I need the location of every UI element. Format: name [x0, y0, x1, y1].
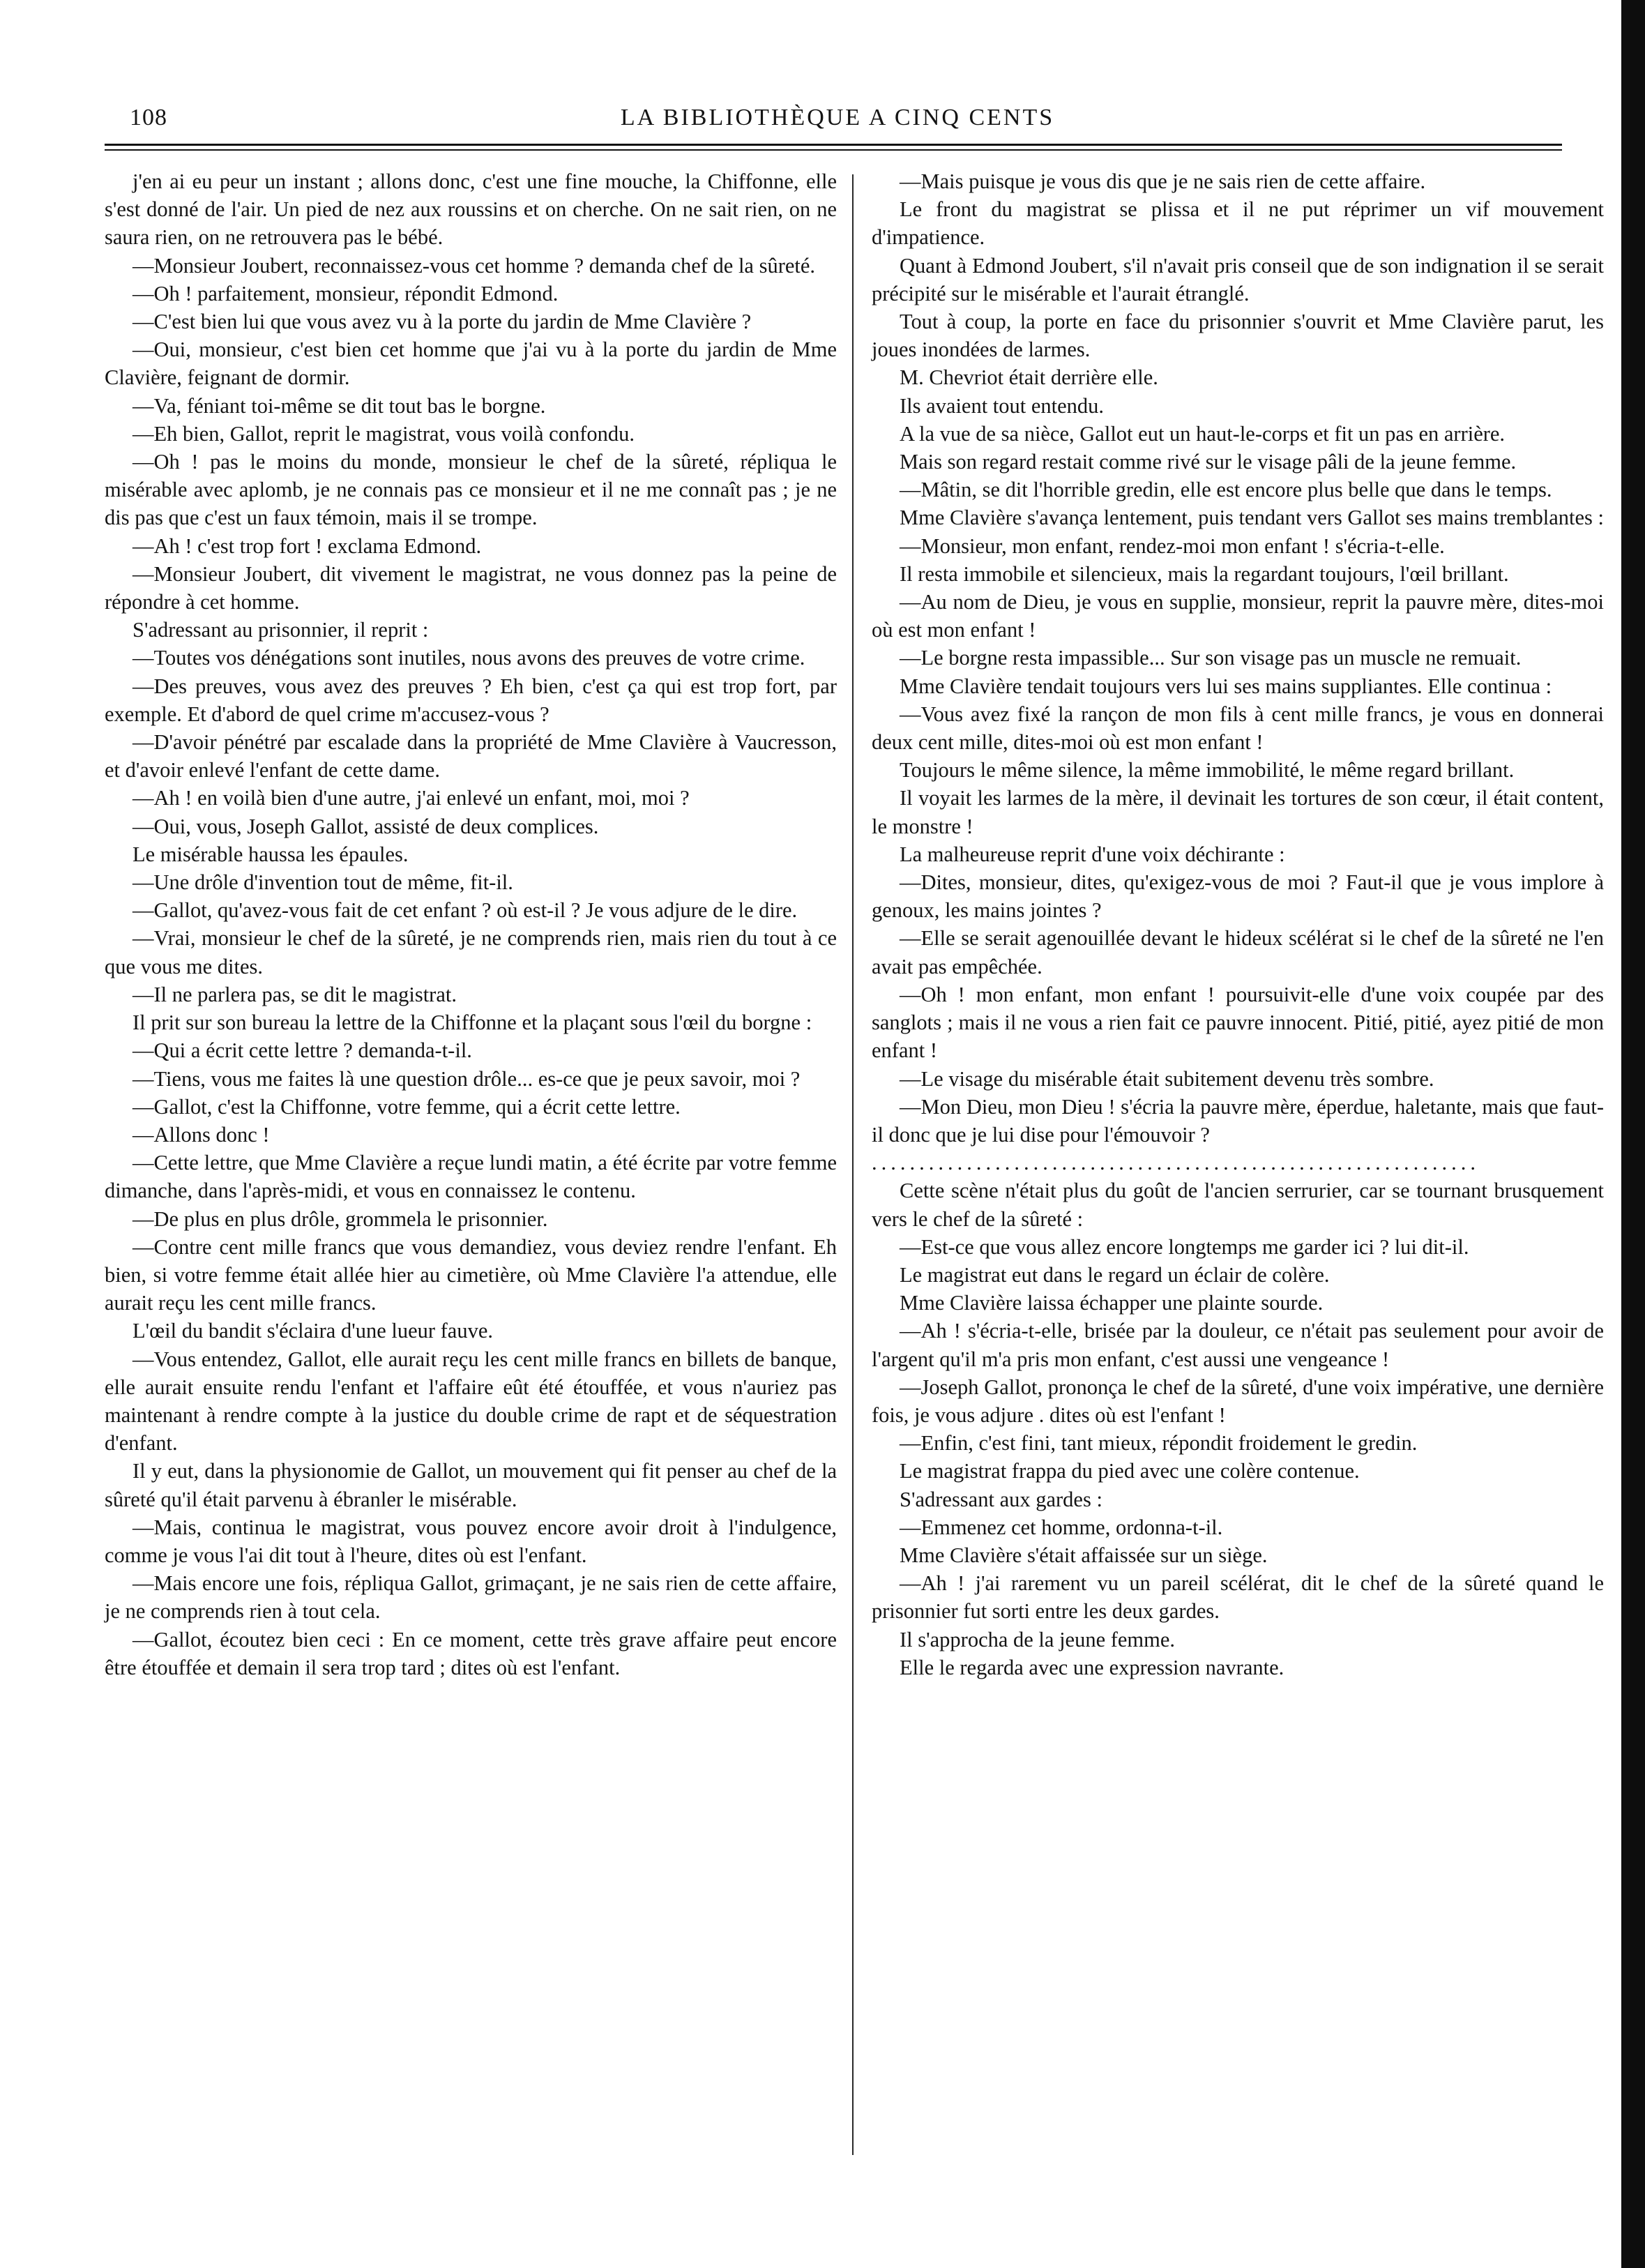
paragraph: —Mais, continua le magistrat, vous pouvez encore avoir droit à l'indulgence, comme je vous l'ai dit tout à l'heure, dites où est l'enfant. [105, 1515, 837, 1567]
paragraph: —Enfin, c'est fini, tant mieux, répondit froidement le gredin. [900, 1431, 1418, 1456]
paragraph: Il prit sur son bureau la lettre de la Chiffonne et la plaçant sous l'œil du borgne : [132, 1011, 812, 1035]
paragraph: Le magistrat frappa du pied avec une colère contenue. [900, 1459, 1360, 1483]
paragraph: —Joseph Gallot, prononça le chef de la sûreté, d'une voix impérative, une dernière fois, je vous adjure . dites où est l'enfant ! [872, 1375, 1604, 1427]
left-column [105, 167, 837, 1681]
paragraph: —Allons donc ! [132, 1122, 270, 1147]
paragraph: Mme Clavière tendait toujours vers lui ses mains suppliantes. Elle continua : [900, 674, 1552, 698]
paragraph: —Mais encore une fois, répliqua Gallot, grimaçant, je ne sais rien de cette affaire, je ne comprends rien à tout cela. [105, 1571, 837, 1624]
paragraph: Mme Clavière laissa échapper une plainte sourde. [900, 1291, 1324, 1315]
paragraph: —Dites, monsieur, dites, qu'exigez-vous de moi ? Faut-il que je vous implore à genoux, les mains jointes ? [872, 870, 1604, 923]
paragraph: —Mais puisque je vous dis que je ne sais rien de cette affaire. [900, 169, 1426, 193]
paragraph: Ils avaient tout entendu. [900, 393, 1105, 418]
paragraph: Mme Clavière s'était affaissée sur un siège. [900, 1543, 1268, 1567]
paragraph: Le misérable haussa les épaules. [132, 842, 409, 866]
paragraph: Le front du magistrat se plissa et il ne put réprimer un vif mouvement d'impatience. [872, 197, 1604, 250]
paragraph: —Eh bien, Gallot, reprit le magistrat, vous voilà confondu. [132, 421, 635, 446]
paragraph: —Qui a écrit cette lettre ? demanda-t-il. [132, 1038, 472, 1063]
paragraph: Il voyait les larmes de la mère, il devinait les tortures de son cœur, il était content, le monstre ! [872, 786, 1604, 838]
paragraph: —Monsieur, mon enfant, rendez-moi mon enfant ! s'écria-t-elle. [900, 534, 1445, 558]
scan-dark-edge [1621, 0, 1645, 2268]
page-header [130, 105, 1545, 144]
header-rule-top [105, 144, 1562, 146]
paragraph: —Des preuves, vous avez des preuves ? Eh bien, c'est ça qui est trop fort, par exemple. Et d'abord de quel crime m'accusez-vous ? [105, 674, 837, 726]
paragraph: L'œil du bandit s'éclaira d'une lueur fauve. [132, 1319, 494, 1343]
paragraph: Elle le regarda avec une expression navrante. [900, 1655, 1284, 1679]
paragraph: —Toutes vos dénégations sont inutiles, nous avons des preuves de votre crime. [132, 646, 805, 670]
paragraph: —Gallot, c'est la Chiffonne, votre femme, qui a écrit cette lettre. [132, 1094, 681, 1119]
paragraph: —Ah ! s'écria-t-elle, brisée par la douleur, ce n'était pas seulement pour avoir de l'argent qu'il m'a pris mon enfant, c'est aussi une vengeance ! [872, 1319, 1604, 1371]
paragraph: —Ah ! en voilà bien d'une autre, j'ai enlevé un enfant, moi, moi ? [132, 786, 690, 810]
paragraph: —Vous avez fixé la rançon de mon fils à cent mille francs, je vous en donnerai deux cent mille, dites-moi où est mon enfant ! [872, 702, 1604, 755]
paragraph: Le magistrat eut dans le regard un éclair de colère. [900, 1262, 1330, 1287]
paragraph: Il y eut, dans la physionomie de Gallot, un mouvement qui fit penser au chef de la sûreté qu'il était parvenu à ébranler le misérable. [105, 1459, 837, 1511]
header-rule-bottom [105, 149, 1562, 151]
paragraph: S'adressant aux gardes : [900, 1487, 1102, 1511]
paragraph: —Vous entendez, Gallot, elle aurait reçu les cent mille francs en billets de banque, elle aurait ensuite rendu l'enfant et l'affaire eût été étouffée, et vous n'auriez pas maintenant à rendre compte à la justice du double crime de rapt et de séquestration d'enfant. [105, 1347, 837, 1456]
paragraph: —Vrai, monsieur le chef de la sûreté, je ne comprends rien, mais rien du tout à ce que vous me dites. [105, 926, 837, 978]
paragraph: ................................................................ [872, 1151, 1480, 1175]
paragraph: —De plus en plus drôle, grommela le prisonnier. [132, 1207, 548, 1231]
running-title: LA BIBLIOTHÈQUE A CINQ CENTS [620, 105, 1055, 130]
paragraph: —Oh ! mon enfant, mon enfant ! poursuivit-elle d'une voix coupée par des sanglots ; mais il ne vous a rien fait ce pauvre innocent. Pitié, pitié, ayez pitié de mon enfant ! [872, 982, 1604, 1063]
paragraph: —Monsieur Joubert, reconnaissez-vous cet homme ? demanda chef de la sûreté. [132, 253, 816, 278]
page-number: 108 [130, 105, 167, 130]
column-divider [852, 174, 854, 2155]
paragraph: Tout à coup, la porte en face du prisonnier s'ouvrit et Mme Clavière parut, les joues inondées de larmes. [872, 310, 1604, 362]
paragraph: —C'est bien lui que vous avez vu à la porte du jardin de Mme Clavière ? [132, 310, 752, 334]
paragraph: —Il ne parlera pas, se dit le magistrat. [132, 982, 457, 1006]
paragraph: —Oui, monsieur, c'est bien cet homme que j'ai vu à la porte du jardin de Mme Clavière, feignant de dormir. [105, 338, 837, 390]
paragraph: —Tiens, vous me faites là une question drôle... es-ce que je peux savoir, moi ? [132, 1066, 801, 1091]
paragraph: —Monsieur Joubert, dit vivement le magistrat, ne vous donnez pas la peine de répondre à cet homme. [105, 561, 837, 614]
paragraph: —Ah ! j'ai rarement vu un pareil scélérat, dit le chef de la sûreté quand le prisonnier fut sorti entre les deux gardes. [872, 1571, 1604, 1624]
paragraph: —D'avoir pénétré par escalade dans la propriété de Mme Clavière à Vaucresson, et d'avoir enlevé l'enfant de cette dame. [105, 730, 837, 783]
paragraph: S'adressant au prisonnier, il reprit : [132, 618, 429, 642]
paragraph: —Gallot, qu'avez-vous fait de cet enfant ? où est-il ? Je vous adjure de le dire. [132, 898, 798, 923]
paragraph: Cette scène n'était plus du goût de l'ancien serrurier, car se tournant brusquement vers le chef de la sûreté : [872, 1179, 1604, 1231]
paragraph: Toujours le même silence, la même immobilité, le même regard brillant. [900, 758, 1515, 783]
paragraph: Il s'approcha de la jeune femme. [900, 1627, 1176, 1651]
paragraph: —Elle se serait agenouillée devant le hideux scélérat si le chef de la sûreté ne l'en avait pas empêchée. [872, 926, 1604, 978]
paragraph: —Oui, vous, Joseph Gallot, assisté de deux complices. [132, 814, 599, 838]
paragraph: —Mâtin, se dit l'horrible gredin, elle est encore plus belle que dans le temps. [900, 478, 1552, 502]
paragraph: —Au nom de Dieu, je vous en supplie, monsieur, reprit la pauvre mère, dites-moi où est mon enfant ! [872, 590, 1604, 642]
right-column [872, 167, 1604, 1681]
paragraph: —Le borgne resta impassible... Sur son visage pas un muscle ne remuait. [900, 646, 1522, 670]
paragraph: —Ah ! c'est trop fort ! exclama Edmond. [132, 534, 482, 558]
paragraph: —Une drôle d'invention tout de même, fit-il. [132, 870, 513, 895]
paragraph: —Oh ! parfaitement, monsieur, répondit Edmond. [132, 281, 559, 305]
paragraph: —Va, féniant toi-même se dit tout bas le borgne. [132, 393, 546, 418]
paragraph: —Mon Dieu, mon Dieu ! s'écria la pauvre mère, éperdue, haletante, mais que faut-il donc que je lui dise pour l'émouvoir ? [872, 1094, 1604, 1147]
paragraph: —Contre cent mille francs que vous demandiez, vous deviez rendre l'enfant. Eh bien, si votre femme était allée hier au cimetière, où Mme Clavière l'a attendue, elle aurait reçu les cent mille francs. [105, 1234, 837, 1315]
paragraph: Mme Clavière s'avança lentement, puis tendant vers Gallot ses mains tremblantes : [900, 506, 1605, 530]
paragraph: —Est-ce que vous allez encore longtemps me garder ici ? lui dit-il. [900, 1234, 1469, 1259]
paragraph: Mais son regard restait comme rivé sur le visage pâli de la jeune femme. [900, 450, 1517, 474]
paragraph: —Oh ! pas le moins du monde, monsieur le chef de la sûreté, répliqua le misérable avec aplomb, je ne connais pas ce monsieur et il ne me connaît pas ; je ne dis pas que c'est un faux témoin, mais il se trompe. [105, 450, 837, 530]
paragraph: —Emmenez cet homme, ordonna-t-il. [900, 1515, 1223, 1539]
paragraph: M. Chevriot était derrière elle. [900, 365, 1158, 390]
paragraph: —Gallot, écoutez bien ceci : En ce moment, cette très grave affaire peut encore être étouffée et demain il sera trop tard ; dites où est l'enfant. [105, 1627, 837, 1679]
paragraph: A la vue de sa nièce, Gallot eut un haut-le-corps et fit un pas en arrière. [900, 421, 1506, 446]
paragraph: La malheureuse reprit d'une voix déchirante : [900, 842, 1285, 866]
paragraph: —Cette lettre, que Mme Clavière a reçue lundi matin, a été écrite par votre femme dimanche, dans l'après-midi, et vous en connaissez le contenu. [105, 1151, 837, 1203]
paragraph: Quant à Edmond Joubert, s'il n'avait pris conseil que de son indignation il se serait précipité sur le misérable et l'aurait étranglé. [872, 253, 1604, 305]
paragraph: j'en ai eu peur un instant ; allons donc, c'est une fine mouche, la Chiffonne, elle s'est donné de l'air. Un pied de nez aux roussins et on cherche. On ne sait rien, on ne saura rien, on ne retrouvera pas le bébé. [105, 169, 837, 250]
paragraph: —Le visage du misérable était subitement devenu très sombre. [900, 1066, 1434, 1091]
paragraph: Il resta immobile et silencieux, mais la regardant toujours, l'œil brillant. [900, 561, 1509, 586]
